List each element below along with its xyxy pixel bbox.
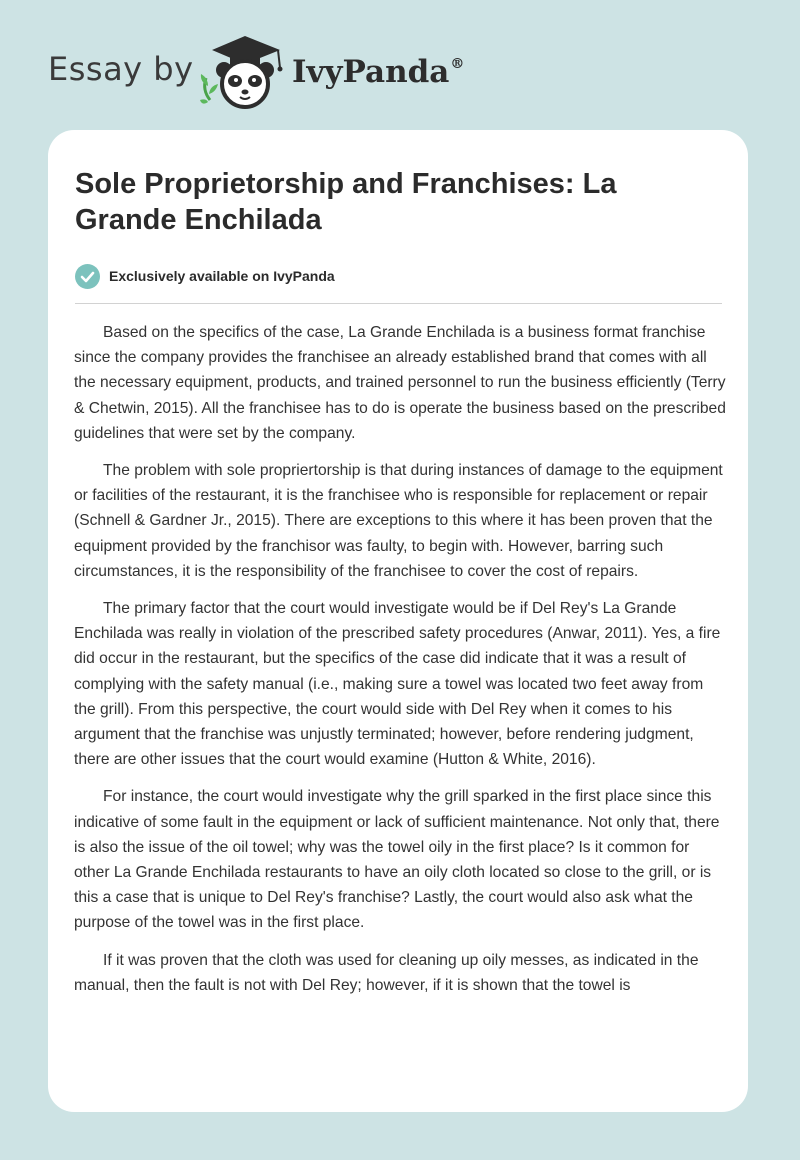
panda-graduate-icon[interactable] — [200, 34, 286, 110]
check-circle-icon — [75, 264, 100, 289]
article-card — [48, 130, 748, 1112]
essay-by-label: Essay by — [48, 50, 194, 88]
exclusive-badge-text: Exclusively available on IvyPanda — [109, 268, 335, 284]
exclusive-badge — [75, 264, 475, 290]
brand-text: IvyPanda — [292, 54, 450, 90]
divider — [75, 303, 722, 304]
paragraph: Based on the specifics of the case, La Grande Enchilada is a business format franchise since the company provides the franchisee an already established brand that comes with all the necessary equipment, products, and trained personnel to run the business efficiently (Terry & Chetwin, 2015). All the franchisee has to do is operate the business based on the prescribed guidelines that were set by the company. — [74, 324, 726, 442]
registered-mark: ® — [450, 56, 465, 72]
paragraph: The primary factor that the court would investigate would be if Del Rey's La Grande Enchilada was really in violation of the prescribed safety procedures (Anwar, 2011). Yes, a fire did occur in the restaurant, but the specifics of the case did indicate that it was a result of complying with the safety manual (i.e., making sure a towel was located two feet away from the grill). From this perspective, the court would side with Del Rey when it comes to his argument that the franchise was unjustly terminated; however, before rendering judgment, there are other issues that the court would examine (Hutton & White, 2016). — [74, 600, 721, 769]
paragraph: If it was proven that the cloth was used for cleaning up oily messes, as indicated in the manual, then the fault is not with Del Rey; however, if it is shown that the towel is — [74, 951, 699, 994]
paragraph: The problem with sole propriertorship is that during instances of damage to the equipment or facilities of the restaurant, it is the franchisee who is responsible for replacement or repair (Schnell & Gardner Jr., 2015). There are exceptions to this where it has been proven that the equipment provided by the franchisor was faulty, to begin with. However, barring such circumstances, it is the responsibility of the franchisee to cover the cost of repairs. — [74, 462, 723, 580]
paragraph: For instance, the court would investigate why the grill sparked in the first place since this indicative of some fault in the equipment or lack of sufficient maintenance. Not only that, there is also the issue of the oil towel; why was the towel oily in the first place? Is it common for other La Grande Enchilada restaurants to have an oily cloth located so close to the grill, or is this a case that is unique to Del Rey's franchise? Lastly, the court would also ask what the purpose of the towel was in the first place. — [74, 788, 720, 932]
article-title: Sole Proprietorship and Franchises: La Grande Enchilada — [75, 168, 617, 236]
site-header — [48, 34, 548, 110]
brand-name[interactable] — [292, 54, 464, 90]
article-body — [74, 320, 726, 1010]
